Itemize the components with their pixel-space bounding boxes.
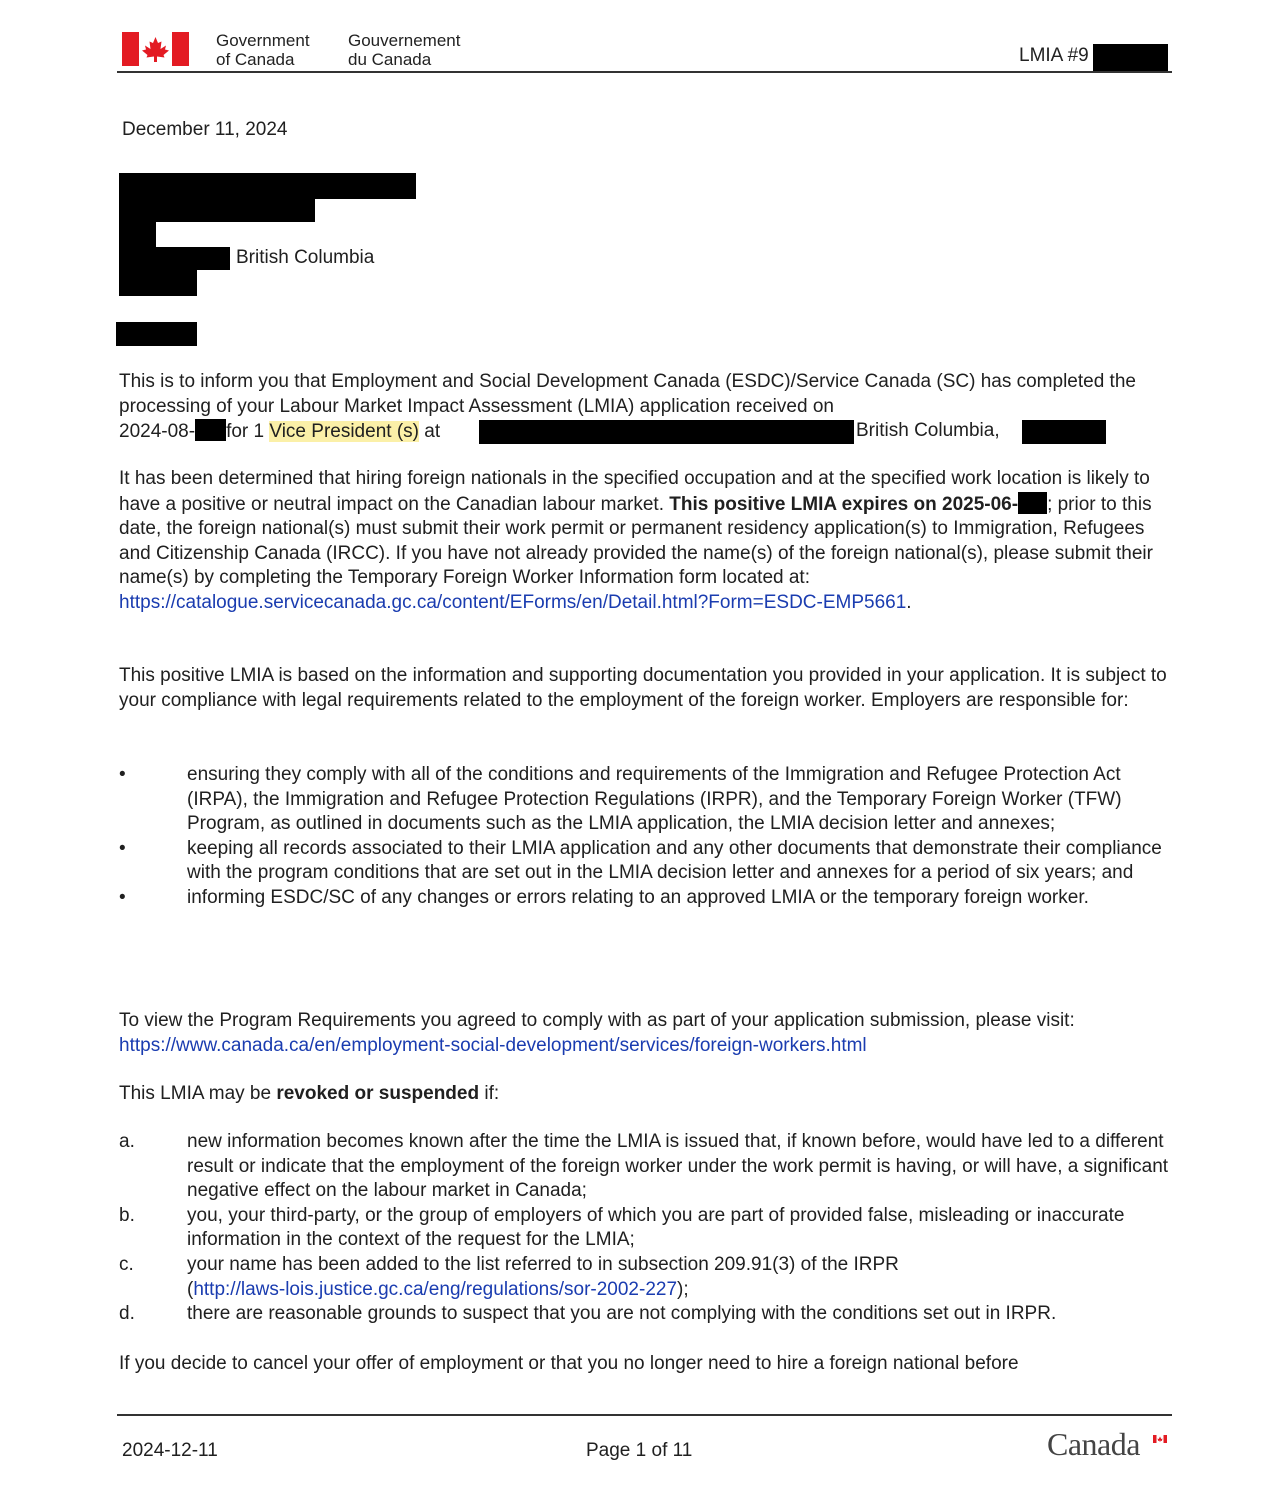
list-item: b. you, your third-party, or the group of employers of which you are part of provided false, misleading or inaccurate information in the context of the request for the LMIA; [119, 1204, 1125, 1251]
paragraph-positive-lmia: It has been determined that hiring foreign nationals in the specified occupation and at the specified work location is likely to have a positive or neutral impact on the Canadian labour market. This positive LMIA expires on 2025-06- ; prior to this date, the foreign national(s) must submit their work permit or permanent residency application(s) to Immigration, Refugees and Citizenship Canada (IRCC). If you have not already provided the name(s) of the foreign national(s), please submit their name(s) by completing the Temporary Foreign Worker Information form located at: https://catalogue.servicecanada.gc.ca/content/EForms/en/Detail.html?Form=ESDC-EMP5661. [119, 468, 1153, 613]
responsibilities-list [119, 763, 1179, 911]
bullet-marker: • [119, 886, 126, 908]
canada-wordmark: Canada [1047, 1426, 1140, 1463]
bullet-marker: • [119, 837, 126, 859]
tfw-information-form-link[interactable]: https://catalogue.servicecanada.gc.ca/content/EForms/en/Detail.html?Form=ESDC-EMP5661 [119, 591, 907, 613]
paragraph-revocation: This LMIA may be revoked or suspended if: [119, 1083, 500, 1104]
redaction-block [1022, 420, 1106, 444]
redaction-inline [1018, 492, 1047, 514]
government-of-canada-fr: Gouvernement du Canada [348, 31, 461, 69]
redaction-block [119, 270, 197, 296]
bullet-marker: • [119, 764, 126, 785]
page-number: Page 1 of 11 [586, 1440, 693, 1461]
government-of-canada-en: Government of Canada [216, 31, 310, 69]
redaction-inline [195, 419, 226, 441]
header-rule [117, 71, 1172, 73]
flag-icon [1153, 1430, 1167, 1438]
revocation-conditions-list [119, 1130, 1179, 1327]
condition-marker: a. [119, 1131, 135, 1152]
redaction-block [119, 199, 315, 222]
paragraph-cancel-offer: If you decide to cancel your offer of employment or that you no longer need to hire a foreign national before [119, 1353, 1019, 1374]
list-item: c. your name has been added to the list referred to in subsection 209.91(3) of the IRPR (http://laws-lois.justice.gc.ca/eng/regulations/sor-2002-227); [119, 1253, 899, 1300]
list-item: • informing ESDC/SC of any changes or errors relating to an approved LMIA or the temporary foreign worker. [119, 886, 1179, 911]
list-item: • ensuring they comply with all of the conditions and requirements of the Immigration and Refugee Protection Act (IRPA), the Immigration and Refugee Protection Regulations (IRPR), and the Temporary Foreign Worker (TFW) Program, as outlined in documents such as the LMIA application, the LMIA decision letter and annexes; [119, 764, 1122, 835]
list-item: d. there are reasonable grounds to suspect that you are not complying with the conditions set out in IRPR. [119, 1302, 1179, 1327]
footer-date: 2024-12-11 [122, 1440, 218, 1461]
condition-marker: c. [119, 1253, 134, 1275]
redaction-block [119, 247, 230, 270]
paragraph-processing-notice-line3: 2024-08- for 1 Vice President (s) at [119, 421, 441, 442]
program-requirements-link[interactable]: https://www.canada.ca/en/employment-social-development/services/foreign-workers.html [119, 1034, 867, 1056]
government-flag-logo [122, 32, 189, 66]
redaction-block [119, 222, 156, 247]
footer-rule [117, 1414, 1172, 1416]
condition-marker: d. [119, 1303, 135, 1325]
list-item: • keeping all records associated to their LMIA application and any other documents that demonstrate their compliance with the program conditions that are set out in the LMIA decision letter and annexes for a period of six years; and [119, 837, 1162, 884]
irpr-regulations-link[interactable]: http://laws-lois.justice.gc.ca/eng/regulations/sor-2002-227 [193, 1278, 678, 1300]
list-item: a. new information becomes known after the time the LMIA is issued that, if known before, would have led to a different result or indicate that the employment of the foreign worker under the work permit is having, or will have, a significant negative effect on the labour market in Canada; [119, 1131, 1169, 1202]
paragraph-responsibilities: This positive LMIA is based on the information and supporting documentation you provided in your application. It is subject to your compliance with legal requirements related to the employment of the foreign worker. Employers are responsible for: [119, 665, 1167, 711]
address-province: British Columbia [236, 247, 375, 268]
redaction-block [119, 173, 416, 199]
letter-date: December 11, 2024 [122, 119, 288, 140]
paragraph-program-requirements: To view the Program Requirements you agreed to comply with as part of your application submission, please visit: https://www.canada.ca/en/employment-social-development/services/foreign-workers.html [119, 1010, 1075, 1056]
redaction-block [1093, 44, 1168, 71]
redaction-block [479, 420, 854, 444]
expiry-statement: This positive LMIA expires on 2025-06- [669, 493, 1019, 515]
condition-marker: b. [119, 1204, 135, 1226]
work-location-province: British Columbia, [856, 420, 1000, 441]
lmia-number: LMIA #9 [1019, 45, 1089, 66]
position-title: Vice President (s) [269, 421, 419, 442]
paragraph-processing-notice: This is to inform you that Employment and Social Development Canada (ESDC)/Service Canada (SC) has completed the processing of your Labour Market Impact Assessment (LMIA) application received on [119, 371, 1136, 417]
redaction-block [116, 322, 197, 346]
